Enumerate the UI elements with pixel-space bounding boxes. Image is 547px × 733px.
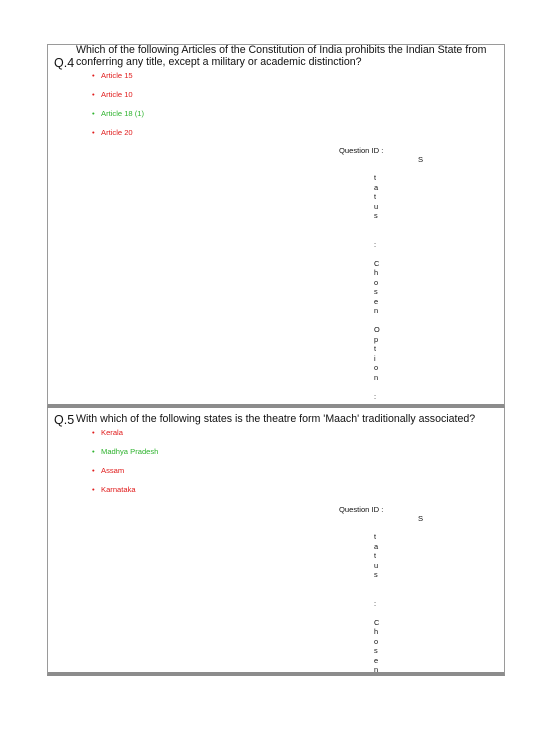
status-char: O <box>374 325 380 334</box>
status-char: s <box>374 646 378 655</box>
status-char: e <box>374 655 379 665</box>
status-char: t <box>374 173 377 182</box>
option-2[interactable]: • Article 10 <box>92 91 144 110</box>
status-char: t <box>374 551 377 560</box>
option-1[interactable]: • Article 15 <box>92 72 144 91</box>
status-char: a <box>374 182 379 192</box>
question-number: Q.5 <box>54 413 75 427</box>
question-text: With which of the following states is the theatre form 'Maach' traditionally associated? <box>76 413 476 425</box>
status-char: s <box>374 287 378 296</box>
options-list <box>92 72 144 148</box>
question-text: Which of the following Articles of the Constitution of India prohibits the Indian State from conferring any title, except a military or academic distinction? <box>76 44 487 69</box>
option-1[interactable]: • Kerala <box>92 429 158 448</box>
status-char <box>374 580 382 590</box>
status-char: o <box>374 636 379 646</box>
status-vertical-text <box>374 173 382 401</box>
status-char <box>374 316 382 326</box>
options-list <box>92 429 158 505</box>
option-4[interactable]: • Article 20 <box>92 129 144 148</box>
status-char: n <box>374 306 379 315</box>
status-char: i <box>374 353 376 363</box>
status-char: e <box>374 296 379 306</box>
option-3[interactable]: • Assam <box>92 467 158 486</box>
status-char: u <box>374 560 379 570</box>
status-char <box>374 221 382 231</box>
question-block-4 <box>47 44 505 408</box>
status-char: u <box>374 201 379 211</box>
question-id-label: Question ID : <box>339 146 384 155</box>
option-3-correct[interactable]: • Article 18 (1) <box>92 110 144 129</box>
option-2-correct[interactable]: • Madhya Pradesh <box>92 448 158 467</box>
option-4[interactable]: • Karnataka <box>92 486 158 505</box>
question-number: Q.4 <box>54 56 75 70</box>
status-char: t <box>374 192 377 201</box>
status-char <box>374 382 382 392</box>
status-char: o <box>374 277 379 287</box>
status-letter: S <box>418 514 424 523</box>
status-char <box>374 249 382 259</box>
status-char: a <box>374 541 379 551</box>
status-char <box>374 608 382 618</box>
status-char: n <box>374 665 379 674</box>
question-id-label: Question ID : <box>339 505 384 514</box>
status-char <box>374 230 382 240</box>
status-vertical-text <box>374 532 382 675</box>
status-char: C <box>374 617 380 627</box>
status-char: : <box>374 598 377 608</box>
question-block-5 <box>47 408 505 676</box>
status-letter: S <box>418 155 424 164</box>
status-char: h <box>374 627 379 636</box>
status-char: t <box>374 532 377 541</box>
status-char: p <box>374 334 379 344</box>
status-char: : <box>374 391 377 401</box>
status-char: n <box>374 372 379 382</box>
status-char: s <box>374 211 378 220</box>
status-char: s <box>374 570 378 579</box>
status-char: h <box>374 268 379 277</box>
status-char: o <box>374 363 379 372</box>
status-char: t <box>374 344 377 353</box>
status-char <box>374 589 382 599</box>
status-char: : <box>374 239 377 249</box>
status-char: C <box>374 258 380 268</box>
